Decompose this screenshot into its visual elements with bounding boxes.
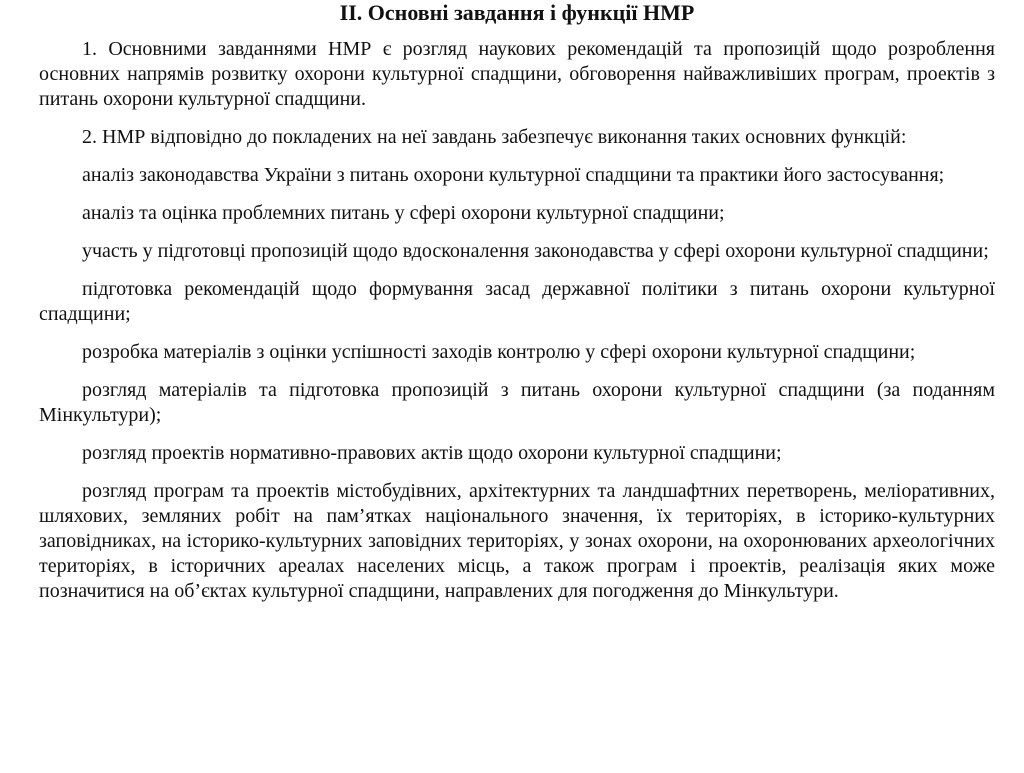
function-item: участь у підготовці пропозицій щодо вдосконалення законодавства у сфері охорони культурної спадщини; xyxy=(82,240,989,262)
function-item: розгляд проектів нормативно-правових актів щодо охорони культурної спадщини; xyxy=(82,442,782,464)
section-title: II. Основні завдання і функції НМР xyxy=(339,0,695,25)
function-item: аналіз законодавства України з питань охорони культурної спадщини та практики його застосування; xyxy=(82,164,945,186)
paragraph-functions-intro: 2. НМР відповідно до покладених на неї завдань забезпечує виконання таких основних функцій: xyxy=(82,126,907,148)
function-item: розробка матеріалів з оцінки успішності заходів контролю у сфері охорони культурної спадщини; xyxy=(82,341,916,363)
function-item: підготовка рекомендацій щодо формування засад державної політики з питань охорони культурної спадщини; xyxy=(39,278,995,325)
function-item: розгляд програм та проектів містобудівних, архітектурних та ландшафтних перетворень, меліоративних, шляхових, земляних робіт на пам’ятках національного значення, їх територіях, в історико-культурних заповідниках, на історико-культурних заповідних територіях, у зонах охорони, на охоронюваних археологічних територіях, в історичних ареалах населених місць, а також програм і проектів, реалізація яких може позначитися на об’єктах культурної спадщини, направлених для погодження до Мінкультури. xyxy=(39,480,995,602)
paragraph-tasks: 1. Основними завданнями НМР є розгляд наукових рекомендацій та пропозицій щодо розроблення основних напрямів розвитку охорони культурної спадщини, обговорення найважливіших програм, проектів з питань охорони культурної спадщини. xyxy=(39,38,995,110)
function-item: розгляд матеріалів та підготовка пропозицій з питань охорони культурної спадщини (за поданням Мінкультури); xyxy=(39,379,995,426)
function-item: аналіз та оцінка проблемних питань у сфері охорони культурної спадщини; xyxy=(82,202,725,224)
